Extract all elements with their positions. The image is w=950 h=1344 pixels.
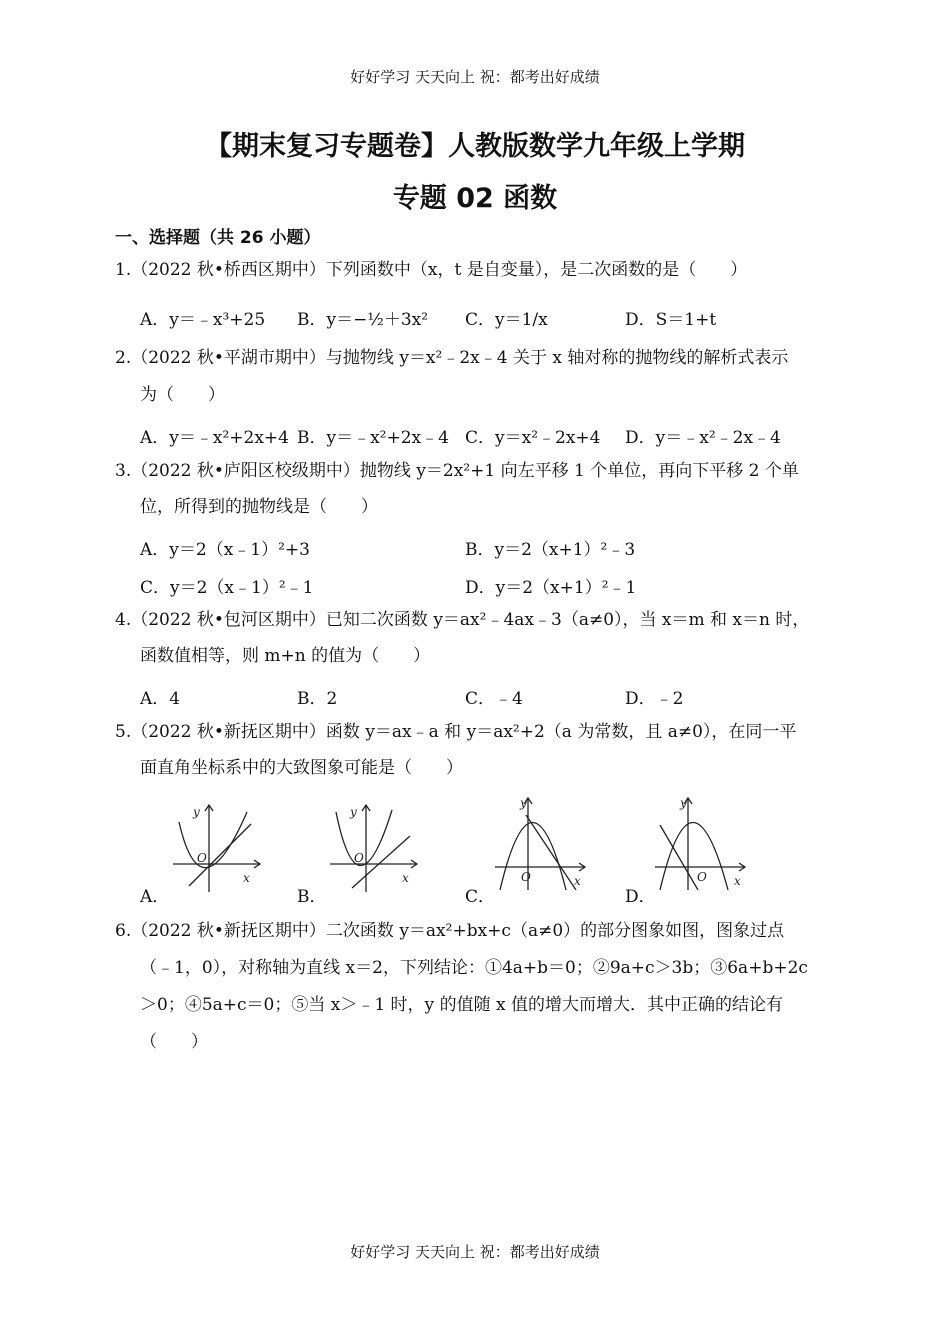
q5-graph-d-x-label: x (734, 874, 741, 888)
q2-option-a: A．y＝﹣x²+2x+4 (140, 428, 289, 448)
q2-option-d: D．y＝﹣x²﹣2x﹣4 (625, 428, 781, 448)
q5-graph-a (165, 800, 265, 895)
question-3-line-2: 位，所得到的抛物线是（ ） (140, 497, 378, 517)
q5-graph-a-y-label: y (193, 805, 200, 819)
q5-graph-b-x-label: x (402, 871, 409, 885)
q5-option-b: B． (297, 887, 327, 907)
q3-option-c: C．y＝2（x﹣1）²﹣1 (140, 578, 314, 598)
q5-graph-d (650, 795, 750, 890)
q4-option-c: C．﹣4 (465, 689, 523, 709)
question-4-line-1: 4.（2022 秋•包河区期中）已知二次函数 y＝ax²﹣4ax﹣3（a≠0），当 x＝m 和 x＝n 时， (115, 610, 810, 630)
q4-option-b: B．2 (297, 689, 338, 709)
q3-option-d: D．y＝2（x+1）²﹣1 (465, 578, 637, 598)
question-6-line-2: （﹣1，0），对称轴为直线 x＝2，下列结论：①4a+b＝0；②9a+c＞3b；③6a+b+2c (140, 958, 808, 978)
page-footer: 好好学习 天天向上 祝：都考出好成绩 (350, 1243, 600, 1261)
q5-graph-b (322, 800, 422, 895)
question-5-line-1: 5.（2022 秋•新抚区期中）函数 y＝ax﹣a 和 y＝ax²+2（a 为常数，且 a≠0），在同一平 (115, 722, 797, 742)
question-5-line-2: 面直角坐标系中的大致图象可能是（ ） (140, 758, 463, 778)
q4-option-d: D．﹣2 (625, 689, 684, 709)
question-6-line-3: ＞0；④5a+c＝0；⑤当 x＞﹣1 时，y 的值随 x 值的增大而增大．其中正确的结论有 (140, 995, 783, 1015)
question-2-line-1: 2.（2022 秋•平湖市期中）与抛物线 y＝x²﹣2x﹣4 关于 x 轴对称的抛物线的解析式表示 (115, 348, 789, 368)
q5-graph-b-y-label: y (350, 805, 357, 819)
q5-graph-d-origin-label: O (697, 870, 707, 884)
q3-option-b: B．y＝2（x+1）²﹣3 (465, 540, 636, 560)
q4-option-a: A．4 (140, 689, 181, 709)
q1-option-a: A．y＝﹣x³+25 (140, 310, 266, 330)
question-6-line-1: 6.（2022 秋•新抚区期中）二次函数 y＝ax²+bx+c（a≠0）的部分图象如图，图象过点 (115, 921, 785, 941)
q5-graph-c-origin-label: O (521, 870, 531, 884)
q2-option-b: B．y＝﹣x²+2x﹣4 (297, 428, 449, 448)
q1-option-d: D．S＝1+t (625, 310, 717, 330)
q5-graph-c-x-label: x (574, 874, 581, 888)
q3-option-a: A．y＝2（x﹣1）²+3 (140, 540, 310, 560)
q5-graph-c (490, 795, 590, 890)
document-subtitle: 专题 02 函数 (392, 183, 558, 214)
q5-graph-a-x-label: x (243, 871, 250, 885)
q2-option-c: C．y＝x²﹣2x+4 (465, 428, 601, 448)
q1-option-b: B．y＝−½＋3x² (297, 310, 429, 330)
question-2-line-2: 为（ ） (140, 385, 225, 405)
document-title: 【期末复习专题卷】人教版数学九年级上学期 (205, 131, 745, 162)
q5-graph-a-origin-label: O (197, 851, 207, 865)
section-heading: 一、选择题（共 26 小题） (115, 228, 321, 248)
q5-graph-c-y-label: y (520, 796, 527, 810)
question-4-line-2: 函数值相等，则 m+n 的值为（ ） (140, 646, 431, 666)
q5-option-c: C． (465, 887, 496, 907)
q5-graph-d-y-label: y (680, 796, 687, 810)
q5-graph-b-origin-label: O (354, 851, 364, 865)
question-1-text: 1.（2022 秋•桥西区期中）下列函数中（x，t 是自变量），是二次函数的是（ ） (115, 260, 748, 280)
q5-option-d: D． (625, 887, 656, 907)
question-3-line-1: 3.（2022 秋•庐阳区校级期中）抛物线 y＝2x²+1 向左平移 1 个单位，再向下平移 2 个单 (115, 461, 799, 481)
question-6-line-4: （ ） (140, 1032, 208, 1052)
page-header: 好好学习 天天向上 祝：都考出好成绩 (350, 68, 600, 86)
q1-option-c: C．y＝1/x (465, 310, 548, 330)
q5-option-a: A． (140, 887, 170, 907)
